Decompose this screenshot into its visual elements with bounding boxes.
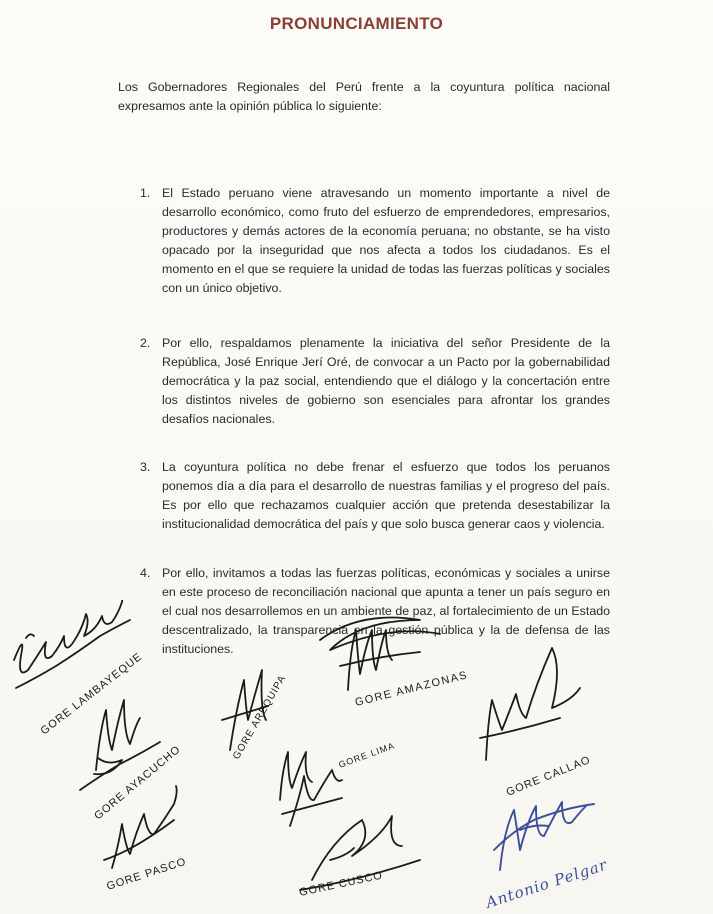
signature-lima bbox=[280, 752, 342, 826]
signature-label: GORE PASCO bbox=[105, 855, 189, 893]
signature-label: GORE CUSCO bbox=[298, 869, 384, 899]
signature-callao bbox=[480, 648, 580, 760]
item-number: 3. bbox=[140, 460, 151, 474]
list-item bbox=[140, 458, 610, 534]
signatures-area bbox=[0, 600, 713, 914]
signature-label: GORE AYACUCHO bbox=[92, 743, 184, 823]
item-text: La coyuntura política no debe frenar el esfuerzo que todos los peruanos ponemos día a día para el desarrollo de nuestras familias y el progreso del país. Es por ello que rechazamos cualquier acción que pretenda desestabilizar la institucionalidad democrática del país y que solo busca generar caos y violencia. bbox=[162, 460, 610, 531]
signature-label: GORE LAMBAYEQUE bbox=[38, 650, 145, 738]
document-title: PRONUNCIAMIENTO bbox=[269, 14, 444, 33]
item-number: 2. bbox=[140, 336, 151, 350]
signature-label: Antonio Pelgar bbox=[483, 855, 610, 912]
points-list bbox=[140, 184, 610, 659]
signature-label: GORE LIMA bbox=[337, 740, 397, 770]
item-number: 1. bbox=[140, 186, 151, 200]
signature-label: GORE AMAZONAS bbox=[353, 669, 470, 709]
item-text: El Estado peruano viene atravesando un momento importante a nivel de desarrollo económico, como fruto del esfuerzo de emprendedores, empresarios, productores y demás actores de la economía peruana; no obstante, se ha visto opacado por la inseguridad que nos afecta a todos los ciudadanos. Es el momento en el que se requiere la unidad de todas las fuerzas políticas y sociales con un único objetivo. bbox=[162, 186, 610, 295]
signature-label: GORE CALLAO bbox=[504, 753, 593, 799]
signature-label: GORE AREQUIPA bbox=[231, 673, 289, 762]
intro-paragraph: Los Gobernadores Regionales del Perú frente a la coyuntura política nacional expresamos ante la opinión pública lo siguiente: bbox=[118, 80, 610, 113]
item-text: Por ello, respaldamos plenamente la iniciativa del señor Presidente de la República, José Enrique Jerí Oré, de convocar a un Pacto por la gobernabilidad democrática y la paz social, entendiendo que el diálogo y la concertación entre los distintos niveles de gobierno son esenciales para afrontar los grandes desafíos nacionales. bbox=[162, 336, 610, 426]
list-item bbox=[140, 334, 610, 429]
item-number: 4. bbox=[140, 566, 151, 580]
item-text: Por ello, invitamos a todas las fuerzas políticas, económicas y sociales a unirse en este proceso de reconciliación nacional que apunta a tener un país seguro en el cual nos desarrollemos en un ambiente de paz, al fortalecimiento de un Estado descentralizado, la transparencia en la gestión pública y la de defensa de las instituciones. bbox=[162, 566, 610, 656]
signature-blue bbox=[494, 802, 594, 870]
list-item bbox=[140, 184, 610, 298]
signature-amazonas bbox=[320, 618, 440, 691]
